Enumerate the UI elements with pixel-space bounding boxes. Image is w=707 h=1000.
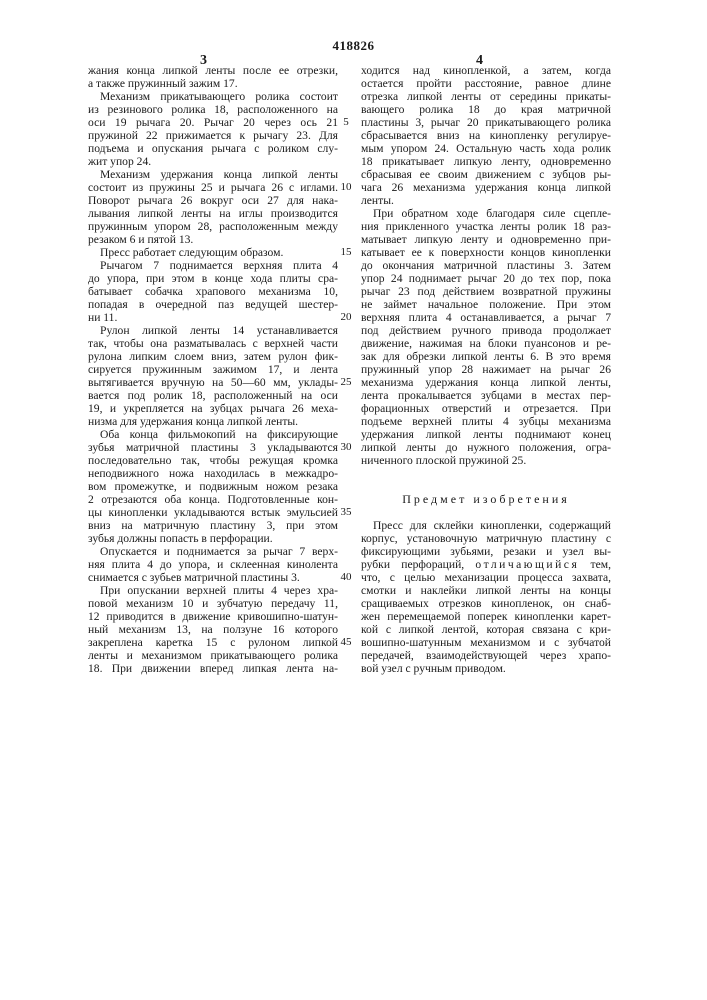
text-line: рубки перфораций, отличающийся тем, <box>361 558 611 571</box>
text-line: вается под ролик 18, расположенный на оси <box>88 389 338 402</box>
text-line: 2 отрезаются оба конца. Подготовленные кон- <box>88 493 338 506</box>
line-number: 20 <box>334 311 358 324</box>
text-line: При опускании верхней плиты 4 через хра- <box>100 584 338 597</box>
text-line: Опускается и поднимается за рычаг 7 верх- <box>100 545 338 558</box>
text-line: Рулон липкой ленты 14 устанавливается <box>100 324 338 337</box>
text-line: форационных отверстий и отрезается. При <box>361 402 611 415</box>
text-line: под действием ручного привода продолжает <box>361 324 611 337</box>
text-line: смотки и наклейки липкой ленты на концы <box>361 584 611 597</box>
text-line: жит упор 24. <box>88 155 338 168</box>
text-line: жания конца липкой ленты после ее отрезки, <box>88 64 338 77</box>
text-line: не займет начальное положение. При этом <box>361 298 611 311</box>
text-line: последовательно так, чтобы режущая кромка <box>88 454 338 467</box>
text-line: сбрасывается вниз на кинопленку регулируе- <box>361 129 611 142</box>
text-line: подъеме верхней плиты 4 зубцы механизма <box>361 415 611 428</box>
text-line: рулона липким слоем вниз, затем рулон фик- <box>88 350 338 363</box>
text-line: пружинный упор 28 нажимает на рычаг 26 <box>361 363 611 376</box>
text-line: сируется пружинным зажимом 17, и лента <box>88 363 338 376</box>
text-line: до упора, при этом в конце хода плиты сра- <box>88 272 338 285</box>
text-line: резаком 6 и пятой 13. <box>88 233 338 246</box>
text-line: сращиваемых отрезков кинопленок, он снаб- <box>361 597 611 610</box>
text-line: оси 19 рычага 20. Рычаг 20 через ось 21 <box>88 116 338 129</box>
line-number: 35 <box>334 506 358 519</box>
text-line: остается пройти расстояние, равное длине <box>361 77 611 90</box>
text-line: отрезка липкой ленты от середины прикаты- <box>361 90 611 103</box>
text-line: кой с липкой лентой, которая связана с кри- <box>361 623 611 636</box>
text-line: лента прокалывается зубцами в местах пер- <box>361 389 611 402</box>
text-line: механизма удержания конца липкой ленты, <box>361 376 611 389</box>
text-line: низма для удержания конца липкой ленты. <box>88 415 338 428</box>
text-line: что, с целью механизации процесса захвата, <box>361 571 611 584</box>
text-line: ный механизм 13, на ползуне 16 которого <box>88 623 338 636</box>
text-line: повой механизм 10 и зубчатую передачу 11, <box>88 597 338 610</box>
text-line: удержания липкой ленты поднимают конец <box>361 428 611 441</box>
text-line: фиксирующими зубьями, резаки и узел вы- <box>361 545 611 558</box>
text-line: вой узел с ручным приводом. <box>361 662 611 675</box>
text-line: Механизм прикатывающего ролика состоит <box>100 90 338 103</box>
text-line: а также пружинный зажим 17. <box>88 77 338 90</box>
line-number: 10 <box>334 181 358 194</box>
text-line: матывает липкую ленту и одновременно при- <box>361 233 611 246</box>
text-line: цы кинопленки укладываются встык эмульсией <box>88 506 338 519</box>
line-number: 40 <box>334 571 358 584</box>
text-line: рычаг 23 под действием возвратной пружины <box>361 285 611 298</box>
text-line: из резинового ролика 18, расположенного на <box>88 103 338 116</box>
text-line: 19, и укрепляется на зубцах рычага 26 меха- <box>88 402 338 415</box>
text-line: няя плита 4 до упора, и склеенная кинолента <box>88 558 338 571</box>
text-line: до окончания матричной пластины 3. Затем <box>361 259 611 272</box>
text-line: зак для обрезки липкой ленты 6. В это время <box>361 350 611 363</box>
text-line: подъема и опускания рычага с роликом слу- <box>88 142 338 155</box>
line-number: 5 <box>334 116 358 129</box>
text-line: 18 прикатывает липкую ленту, одновременно <box>361 155 611 168</box>
text-line: упор 24 поднимает рычаг 20 до тех пор, пока <box>361 272 611 285</box>
text-line: жен перемещаемой поперек кинопленки карет- <box>361 610 611 623</box>
text-line: закреплена каретка 15 с рулоном липкой <box>88 636 338 649</box>
text-line: мым упором 24. Остальную часть хода ролик <box>361 142 611 155</box>
text-line: зубья матричной пластины 3 укладываются <box>88 441 338 454</box>
section-heading: Предмет изобретения <box>361 493 611 506</box>
text-line: 18. При движении вперед липкая лента на- <box>88 662 338 675</box>
text-line: так, чтобы она разматывалась с верхней части <box>88 337 338 350</box>
text-line: вающего ролика 18 до края матричной <box>361 103 611 116</box>
text-line: 12 приводится в движение кривошипно-шатун- <box>88 610 338 623</box>
line-number: 25 <box>334 376 358 389</box>
text-line: чага 26 механизма удержания конца липкой <box>361 181 611 194</box>
text-line: пружинным упором 28, расположенным между <box>88 220 338 233</box>
text-line: корпус, установочную матричную пластину с <box>361 532 611 545</box>
line-number: 30 <box>334 441 358 454</box>
text-line: вом промежутке, и подвижным ножом резака <box>88 480 338 493</box>
text-line: ленты. <box>361 194 611 207</box>
text-line: вошипно-шатунным механизмом и с зубчатой <box>361 636 611 649</box>
text-line: пружиной 22 прижимается к рычагу 23. Для <box>88 129 338 142</box>
text-line: передачей, взаимодействующей через храпо- <box>361 649 611 662</box>
text-line: катывает ее к поверхности концов кинопленки <box>361 246 611 259</box>
patent-number: 418826 <box>0 38 707 54</box>
text-line: Рычагом 7 поднимается верхняя плита 4 <box>100 259 338 272</box>
page-number-right: 4 <box>476 53 483 69</box>
text-line: ния прикленного участка ленты ролик 18 раз- <box>361 220 611 233</box>
text-line: Оба конца фильмокопий на фиксирующие <box>100 428 338 441</box>
text-line: Механизм удержания конца липкой ленты <box>100 168 338 181</box>
line-number: 15 <box>334 246 358 259</box>
text-line: попадая в очередной паз ведущей шестер- <box>88 298 338 311</box>
text-line: состоит из пружины 25 и рычага 26 с иглами. <box>88 181 338 194</box>
text-line: ленты и механизмом прикатывающего ролика <box>88 649 338 662</box>
text-line: ни 11. <box>88 311 338 324</box>
text-line: липкой ленты до нужного положения, огра- <box>361 441 611 454</box>
text-line: пластины 3, рычаг 20 прикатывающего ролика <box>361 116 611 129</box>
text-line: зубья должны попасть в перфорации. <box>88 532 338 545</box>
text-line: движение, нажимая на блоки пуансонов и ре- <box>361 337 611 350</box>
text-line: сбрасывая ее своим движением с зубцов ры- <box>361 168 611 181</box>
text-line: Пресс работает следующим образом. <box>100 246 338 259</box>
text-line: лывания липкой ленты на иглы производится <box>88 207 338 220</box>
text-line: Поворот рычага 26 вокруг оси 27 для нака- <box>88 194 338 207</box>
page-number-left: 3 <box>200 53 207 69</box>
text-line: Пресс для склейки кинопленки, содержащий <box>373 519 611 532</box>
text-line: ходится над кинопленкой, а затем, когда <box>361 64 611 77</box>
text-line: При обратном ходе благодаря силе сцепле- <box>373 207 611 220</box>
text-line: снимается с зубьев матричной пластины 3. <box>88 571 338 584</box>
line-number: 45 <box>334 636 358 649</box>
text-line: верхняя плита 4 останавливается, а рычаг 7 <box>361 311 611 324</box>
text-line: ниченного плоской пружиной 25. <box>361 454 611 467</box>
text-line: вытягивается вручную на 50—60 мм, уклады- <box>88 376 338 389</box>
text-line: неподвижного ножа находилась в межкадро- <box>88 467 338 480</box>
emphasized-term: отличающийся <box>475 558 579 571</box>
text-line: вниз на матричную пластину 3, при этом <box>88 519 338 532</box>
text-line: батывает собачка храпового механизма 10, <box>88 285 338 298</box>
